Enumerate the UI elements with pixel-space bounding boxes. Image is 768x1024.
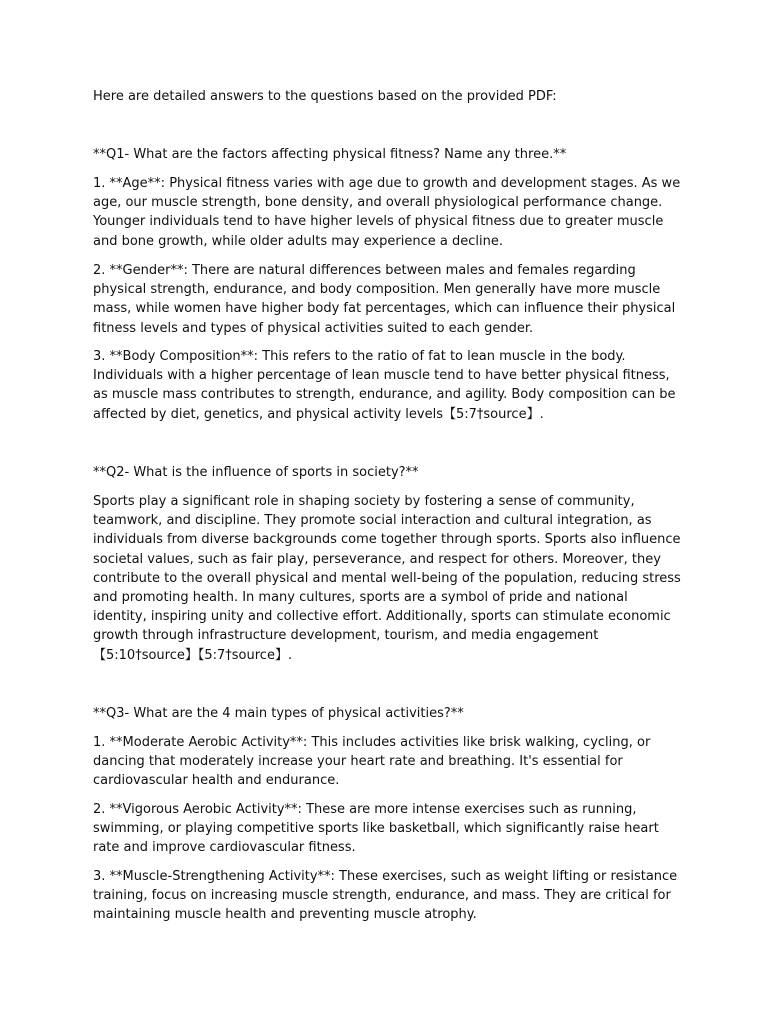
intro-text: Here are detailed answers to the questions based on the provided PDF:: [93, 89, 557, 104]
q1-heading: **Q1- What are the factors affecting physical fitness? Name any three.**: [93, 147, 567, 162]
q1-answer-gender: 2. **Gender**: There are natural differences between males and females regarding physical strength, endurance, and body composition. Men generally have more muscle mass, while women have higher body fat percentages, which can influence their physical fitness levels and types of physical activities suited to each gender.: [93, 263, 676, 336]
q3-answer-moderate-aerobic: 1. **Moderate Aerobic Activity**: This includes activities like brisk walking, cycling, or dancing that moderately increase your heart rate and breathing. It's essential for cardiovascular health and endurance.: [93, 735, 651, 789]
q2-answer: Sports play a significant role in shaping society by fostering a sense of community, teamwork, and discipline. They promote social interaction and cultural integration, as individuals from diverse backgrounds come together through sports. Sports also influence societal values, such as fair play, perseverance, and respect for others. Moreover, they contribute to the overall physical and mental well-being of the population, reducing stress and promoting health. In many cultures, sports are a symbol of pride and national identity, inspiring unity and collective effort. Additionally, sports can stimulate economic growth through infrastructure development, tourism, and media engagement【5:10†source】【5:7†source】.: [93, 494, 681, 663]
q1-answer-body-composition: 3. **Body Composition**: This refers to the ratio of fat to lean muscle in the body. Individuals with a higher percentage of lean muscle tend to have better physical fitness, as muscle mass contributes to strength, endurance, and agility. Body composition can be affected by diet, genetics, and physical activity levels【5:7†source】.: [93, 349, 676, 422]
q3-heading: **Q3- What are the 4 main types of physical activities?**: [93, 706, 464, 721]
q3-answer-muscle-strengthening: 3. **Muscle-Strengthening Activity**: These exercises, such as weight lifting or resistance training, focus on increasing muscle strength, endurance, and mass. They are critical for maintaining muscle health and preventing muscle atrophy.: [93, 869, 678, 923]
q3-answer-vigorous-aerobic: 2. **Vigorous Aerobic Activity**: These are more intense exercises such as running, swimming, or playing competitive sports like basketball, which significantly raise heart rate and improve cardiovascular fitness.: [93, 802, 659, 856]
q1-answer-age: 1. **Age**: Physical fitness varies with age due to growth and development stages. As we age, our muscle strength, bone density, and overall physiological performance change. Younger individuals tend to have higher levels of physical fitness due to greater muscle and bone growth, while older adults may experience a decline.: [93, 176, 681, 249]
q2-heading: **Q2- What is the influence of sports in society?**: [93, 465, 419, 480]
